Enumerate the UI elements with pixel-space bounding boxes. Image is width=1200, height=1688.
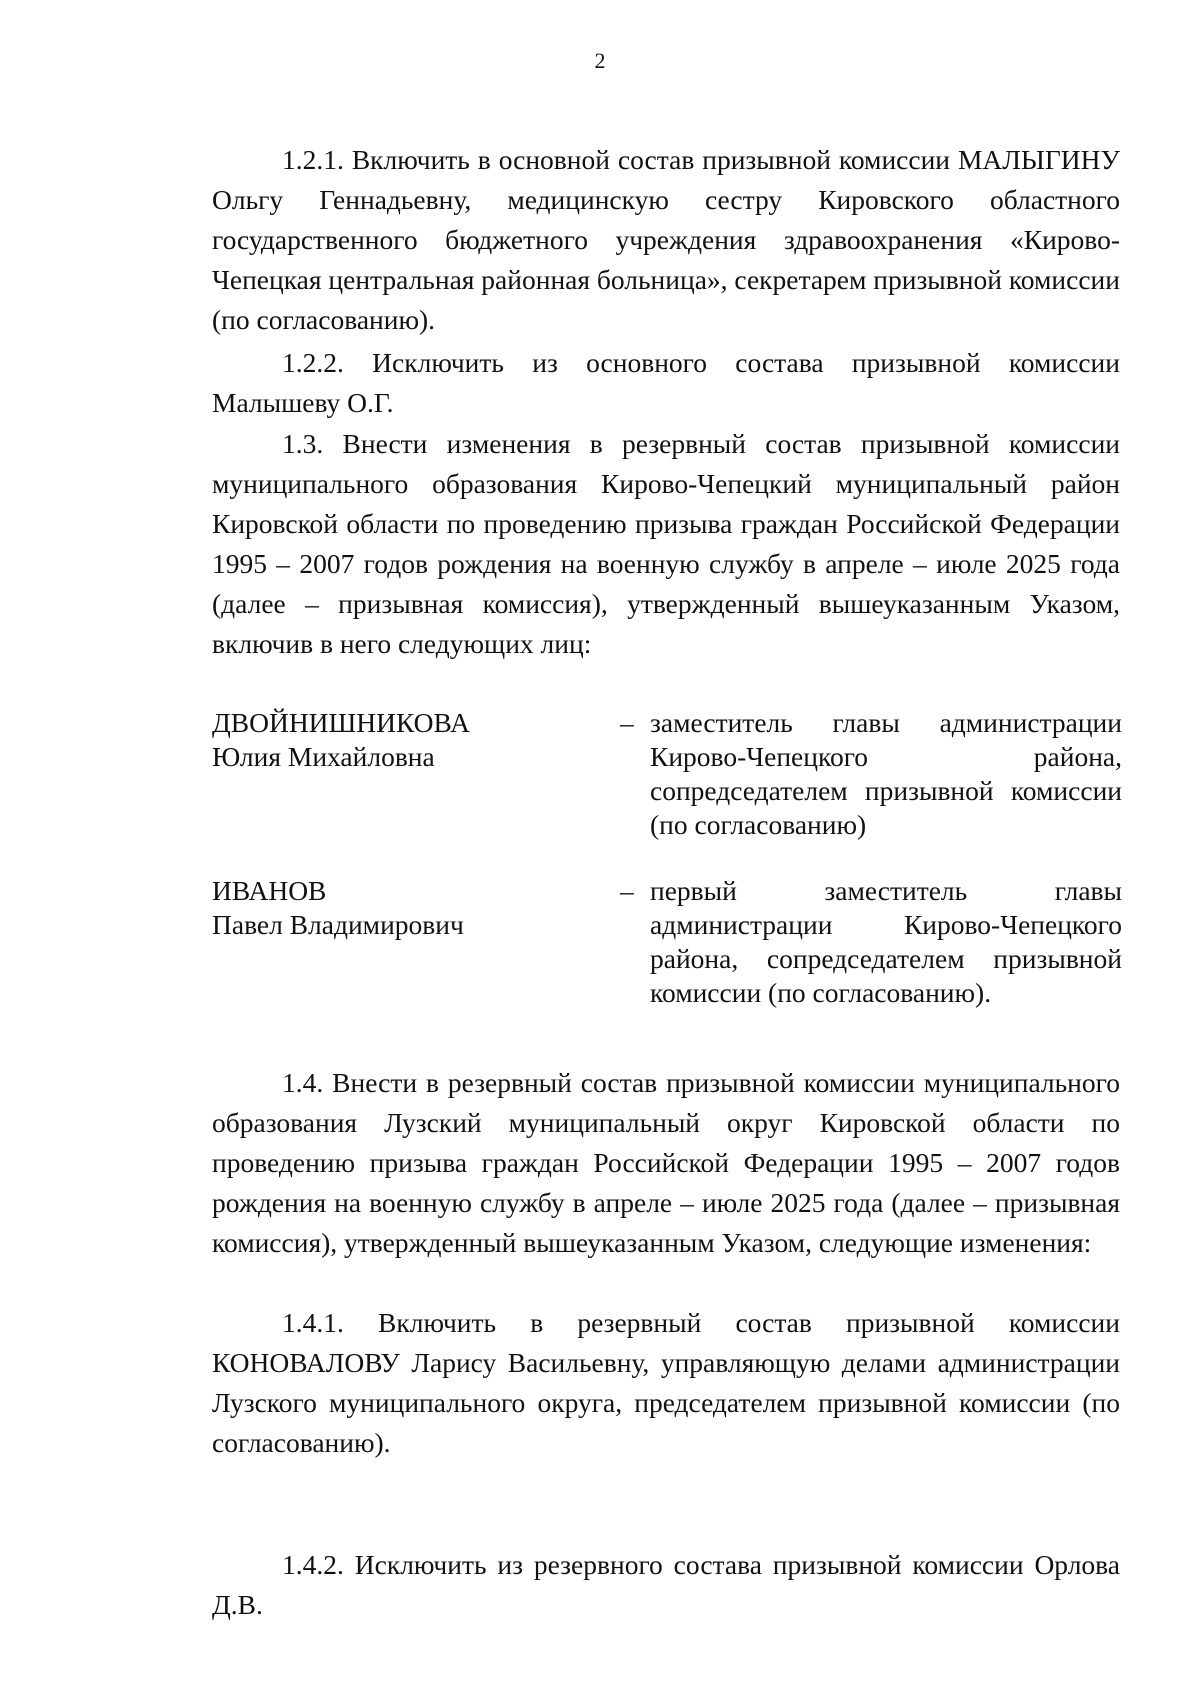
member-dash: – bbox=[620, 707, 634, 738]
page-number: 2 bbox=[594, 48, 606, 73]
member-name bbox=[212, 706, 592, 774]
paragraph-1-4: 1.4. Внести в резервный состав призывной комиссии муниципального образования Лузский муниципальный округ Кировской области по проведению призыва граждан Российской Федерации 1995 – 2007 годов рождения на военную службу в апреле – июле 2025 года (далее – призывная комиссия), утвержденный вышеуказанным Указом, следующие изменения: bbox=[212, 1067, 1120, 1258]
paragraph-1-4-2: 1.4.2. Исключить из резервного состава призывной комиссии Орлова Д.В. bbox=[212, 1549, 1120, 1620]
paragraph-1-2-1: 1.2.1. Включить в основной состав призывной комиссии МАЛЫГИНУ Ольгу Геннадьевну, медицинскую сестру Кировского областного государственного бюджетного учреждения здравоохранения «Кирово-Чепецкая центральная районная больница», секретарем призывной комиссии (по согласованию). bbox=[212, 144, 1120, 335]
paragraph-1-4-1: 1.4.1. Включить в резервный состав призывной комиссии КОНОВАЛОВУ Ларису Васильевну, управляющую делами администрации Лузского муниципального округа, председателем призывной комиссии (по согласованию). bbox=[212, 1307, 1120, 1458]
member-given-names: Павел Владимирович bbox=[212, 909, 464, 940]
member-role: первый заместитель главы администрации Кирово-Чепецкого района, сопредседателем призывной комиссии (по согласованию). bbox=[650, 875, 1122, 1008]
paragraph-1-3: 1.3. Внести изменения в резервный состав призывной комиссии муниципального образования Кирово-Чепецкий муниципальный район Кировской области по проведению призыва граждан Российской Федерации 1995 – 2007 годов рождения на военную службу в апреле – июле 2025 года (далее – призывная комиссия), утвержденный вышеуказанным Указом, включив в него следующих лиц: bbox=[212, 428, 1120, 659]
member-name bbox=[212, 874, 592, 942]
paragraph-1-2-2: 1.2.2. Исключить из основного состава призывной комиссии Малышеву О.Г. bbox=[212, 347, 1120, 418]
member-dash: – bbox=[620, 875, 634, 906]
member-given-names: Юлия Михайловна bbox=[212, 741, 435, 772]
member-surname: ДВОЙНИШНИКОВА bbox=[212, 707, 470, 738]
member-surname: ИВАНОВ bbox=[212, 875, 327, 906]
member-role: заместитель главы администрации Кирово-Чепецкого района, сопредседателем призывной комиссии (по согласованию) bbox=[650, 707, 1122, 840]
